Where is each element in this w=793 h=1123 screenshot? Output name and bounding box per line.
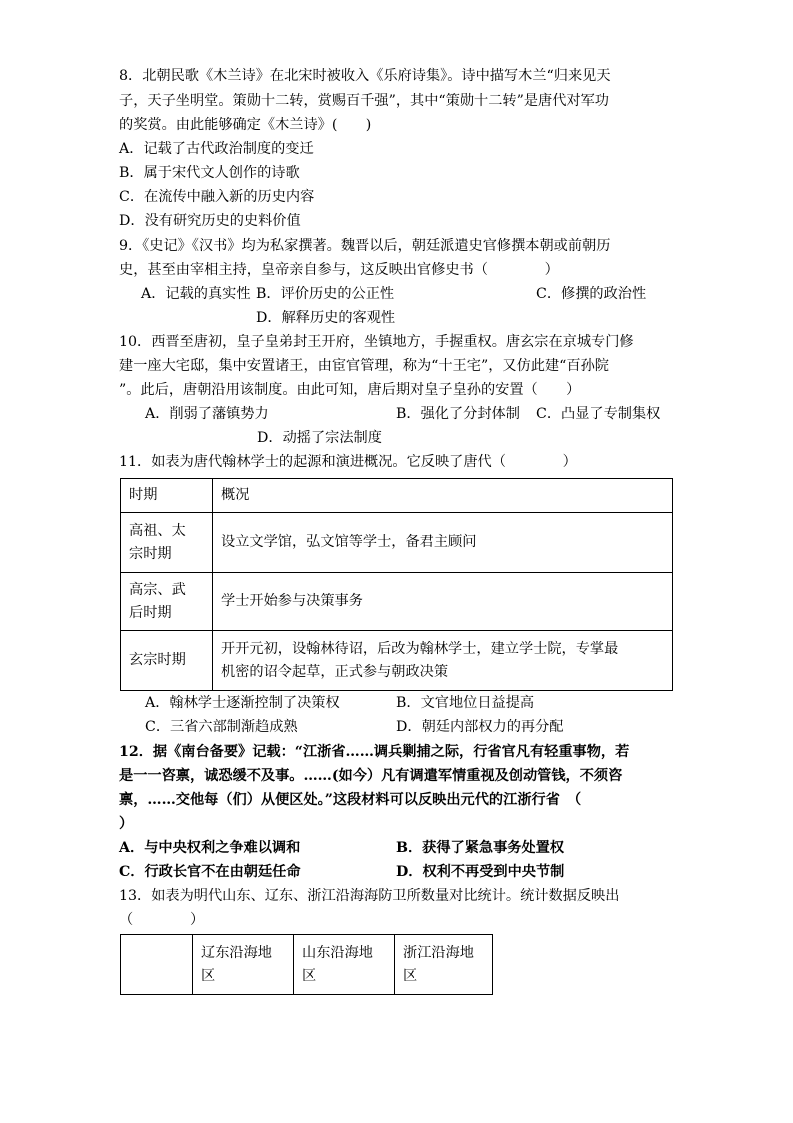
q10-option-b: B．强化了分封体制	[396, 406, 520, 422]
q9-stem-line-2: 史，甚至由宰相主持，皇帝亲自参与，这反映出官修史书（ ）	[119, 262, 559, 278]
q13-stem-line-2: （ ）	[119, 912, 205, 928]
table-header-cell: 时期	[121, 479, 213, 513]
q9-stem-line-1: 9．《史记》《汉书》均为私家撰著。魏晋以后，朝廷派遣史官修撰本朝或前朝历	[119, 238, 611, 254]
q8-stem-line-1: 8．北朝民歌《木兰诗》在北宋时被收入《乐府诗集》。诗中描写木兰“归来见天	[119, 68, 611, 84]
table-header-cell	[121, 935, 193, 995]
q11-table	[120, 478, 673, 691]
q13-stem-line-1: 13．如表为明代山东、辽东、浙江沿海海防卫所数量对比统计。统计数据反映出	[119, 888, 620, 904]
q8-option-b: B．属于宋代文人创作的诗歌	[119, 165, 300, 181]
q11-stem: 11．如表为唐代翰林学士的起源和演进概况。它反映了唐代（ ）	[119, 454, 577, 470]
table-header-cell: 浙江沿海地 区	[395, 935, 493, 995]
table-header-row	[121, 479, 673, 513]
table-header-cell: 辽东沿海地 区	[193, 935, 294, 995]
q8-option-c: C．在流传中融入新的历史内容	[119, 189, 315, 205]
table-row	[121, 631, 673, 691]
q12-stem-line-2: 是一一咨禀，诚恐缓不及事。……(如今）凡有调遣军情重视及创动管钱，不须咨	[119, 768, 623, 784]
q10-stem-line-1: 10．西晋至唐初，皇子皇弟封王开府，坐镇地方，手握重权。唐玄宗在京城专门修	[119, 334, 634, 350]
q9-option-c: C．修撰的政治性	[536, 286, 647, 302]
table-cell-period: 玄宗时期	[121, 631, 213, 691]
q10-option-c: C．凸显了专制集权	[536, 406, 661, 422]
q8-option-d: D．没有研究历史的史料价值	[119, 213, 301, 229]
table-cell-summary: 设立文学馆，弘文馆等学士，备君主顾问	[213, 513, 673, 573]
table-cell-summary: 开开元初，设翰林待诏，后改为翰林学士，建立学士院，专掌最 机密的诏令起草，正式参与朝政决策	[213, 631, 673, 691]
q8-stem-line-3: 的奖赏。由此能够确定《木兰诗》( )	[119, 117, 372, 133]
q10-option-a: A．削弱了藩镇势力	[145, 406, 269, 422]
q12-option-d: D．权利不再受到中央节制	[396, 864, 565, 880]
q11-option-c: C．三省六部制渐趋成熟	[145, 719, 298, 735]
q9-option-d: D．解释历史的客观性	[256, 310, 396, 326]
table-header-cell: 概况	[213, 479, 673, 513]
q9-option-a: A．记载的真实性	[141, 286, 251, 302]
q10-option-d: D．动摇了宗法制度	[257, 430, 382, 446]
table-row	[121, 573, 673, 631]
q12-stem-line-4: ）	[119, 816, 134, 832]
table-row	[121, 513, 673, 573]
table-cell-period: 高宗、武 后时期	[121, 573, 213, 631]
q12-stem-line-3: 禀，……交他每（们）从便区处。”这段材料可以反映出元代的江浙行省 （	[119, 792, 582, 808]
table-cell-summary: 学士开始参与决策事务	[213, 573, 673, 631]
table-cell-period: 高祖、太 宗时期	[121, 513, 213, 573]
q12-stem-line-1: 12．据《南台备要》记载：“江浙省……调兵剿捕之际，行省官凡有轻重事物，若	[119, 744, 630, 760]
q12-option-c: C．行政长官不在由朝廷任命	[119, 864, 301, 880]
q12-option-b: B．获得了紧急事务处置权	[396, 840, 565, 856]
q11-option-b: B．文官地位日益提高	[396, 695, 535, 711]
q11-option-d: D．朝廷内部权力的再分配	[396, 719, 564, 735]
q8-option-a: A．记载了古代政治制度的变迁	[119, 141, 314, 157]
q10-stem-line-2: 建一座大宅邸，集中安置诸王，由宦官管理，称为“十王宅”，又仿此建“百孙院	[119, 358, 609, 374]
q11-option-a: A．翰林学士逐渐控制了决策权	[145, 695, 340, 711]
q12-option-a: A．与中央权利之争难以调和	[119, 840, 301, 856]
table-header-row	[121, 935, 493, 995]
q9-option-b: B．评价历史的公正性	[256, 286, 395, 302]
q13-table	[120, 934, 493, 995]
q10-stem-line-3: ”。此后，唐朝沿用该制度。由此可知，唐后期对皇子皇孙的安置（ ）	[119, 382, 581, 398]
q8-stem-line-2: 子，天子坐明堂。策勋十二转，赏赐百千强”，其中“策勋十二转”是唐代对军功	[119, 93, 609, 109]
table-header-cell: 山东沿海地 区	[294, 935, 395, 995]
